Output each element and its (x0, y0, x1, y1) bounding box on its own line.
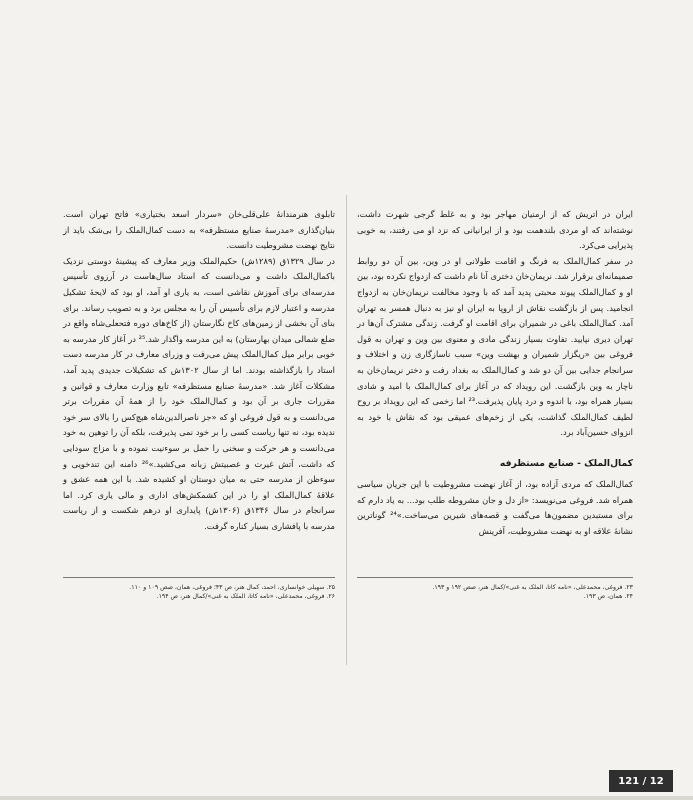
page-number-tab (609, 770, 673, 792)
paragraph: در سفر کمال‌الملک به فرنگ و اقامت طولانی او در وین، بین آن دو روابط صمیمانه‌ای برقرار شد. نریمان‌خان دختری آنا نام داشت که ازدواج نکرده بود، بین او و کمال‌الملک پیوند محبتی پدید آمد که با وجود مخالفت نریمان‌خان به ازدواج انجامید. پس از بازگشت نقاش از اروپا به ایران او نیز به دنبال همسر به تهران آمد. کمال‌الملک باغی در شمیران برای اقامت او گرفت. زندگی مشترک آن‌ها در تهران دیری نپایید. تفاوت بسیار زندگی مادی و معنوی بین وین و تهران به قول فروغی بین «ریگزار شمیران و بهشت وین» سبب ناسازگاری زن و اختلاف و سرانجام جدایی بین آن دو شد و کمال‌الملک به بغداد رفت و دختر نریمان‌خان به ناچار به وین بازگشت. این رویداد که در آغاز برای کمال‌الملک با امید و شادی بسیار همراه بود، با اندوه و درد پایان پذیرفت.²³ اما زخمی که این رویداد بر روح لطیف کمال‌الملک گذاشت، یکی از زخم‌های عمیقی بود که نقاش با خود به انزوای حسین‌آباد برد. (357, 255, 633, 438)
column-divider (346, 195, 347, 665)
paragraph: تابلوی هنرمندانهٔ علی‌قلی‌خان «سردار اسعد بختیاری» فاتح تهران است. بنیان‌گذاری «مدرسهٔ صنایع مستظرفه» به دست کمال‌الملک را بی‌شک باید از نتایج نهضت مشروطیت دانست. (63, 209, 335, 251)
paragraph: در سال ۱۳۲۹ق (۱۲۸۹ش) حکیم‌الملک وزیر معارف که پیشینهٔ دوستی نزدیک باکمال‌الملک داشت و می‌دانست که استاد سال‌هاست در آرزوی تأسیس مدرسه‌ای برای آموزش نقاشی است، به یاری او آمد، او بود که لایحهٔ تشکیل مدرسه و اعتبار لازم برای تأسیس آن را به مجلس برد و به تصویب رساند. برای بنای آن بخشی از زمین‌های کاخ نگارستان (از کاخ‌های دوره فتحعلی‌شاه واقع در ضلع شمالی میدان بهارستان) به این مدرسه واگذار شد.²⁵ در آغاز کار مدرسه به خوبی برابر میل کمال‌الملک پیش می‌رفت و وزرای معارف در کار مدرسه دست استاد را بازگذاشته بودند. اما از سال ۱۳۰۲ش که تشکیلات جدیدی پدید آمد، مشکلات آغاز شد. «مدرسهٔ صنایع مستظرفه» تابع وزارت معارف و قوانین و مقررات جاری بر آن بود و کمال‌الملک خود را از همهٔ آن مقررات برتر می‌دانست و به قول فروغی او که «جز ناصرالدین‌شاه هیچ‌کس را بالای سر خود ندیده بود، نه تنها ریاست کسی را بر خود نمی پذیرفت، بلکه آن را توهین به خود می‌دانست و هر حرکت و سخنی را حمل بر سوء‌نیت نموده و با مزاج سودایی که داشت، آتش غیرت و عصبیتش زبانه می‌کشید.»²⁶ دامنه این تندخویی و سوءظن از مدرسه حتی به میان دوستان او کشیده شد. با این همه عشق و علاقهٔ کمال‌الملک او را در این کشمکش‌های اداری و مالی یاری کرد. اما سرانجام در سال ۱۳۴۶ق (۱۳۰۶ش) پایداری او درهم شکست و از ریاست مدرسه با پافشاری بسیار کناره گرفت. (63, 255, 336, 531)
footnotes-right (357, 583, 633, 601)
footnote-rule-left (63, 577, 335, 578)
page-number: 121 / 12 (618, 775, 664, 787)
footnotes-left (63, 583, 335, 601)
bottom-edge (0, 796, 693, 800)
section-heading: کمال‌الملک - صنایع مستظرفه (499, 457, 633, 469)
footnote: ۲۵. سهیلی خوانساری، احمد، کمال هنر، ص ۴۳؛ فروغی، همان، صص ۱۰۹ و ۱۱۰. (129, 584, 335, 591)
footnote-rule-right (357, 577, 633, 578)
footnote: ۲۴. همان، ص ۱۹۳. (583, 593, 633, 600)
footnote: ۲۳. فروغی، محمدعلی، «نامه کاتا، الملک به غنی»/کمال هنر، صص ۱۹۲ و ۱۹۳. (432, 584, 633, 591)
paragraph: ایران در اتریش که از ارمنیان مهاجر بود و به غلط گرجی شهرت داشت، نوشته‌اند که او مردی بلندهمت بود و از ایرانیانی که نزد او می رفتند، به خوبی پذیرایی می‌کرد. (357, 209, 633, 251)
left-text-column (63, 207, 335, 534)
paragraph: کمال‌الملک که مردی آزاده بود، از آغاز نهضت مشروطیت با این جریان سیاسی همراه شد. فروغی می‌نویسد: «از دل و جان مشروطه طلب بود... به یاد دارم که برای مستبدین مضمون‌ها می‌گفت و قصه‌های شیرین می‌ساخت.»²⁴ گوناترین نشانهٔ علاقه او به نهضت مشروطیت، آفرینش (357, 478, 633, 536)
footnote: ۲۶. فروغی، محمدعلی، «نامه کاتا، الملک به غنی»/کمال هنر، ص ۱۹۴. (156, 593, 335, 600)
right-text-column (357, 207, 633, 539)
